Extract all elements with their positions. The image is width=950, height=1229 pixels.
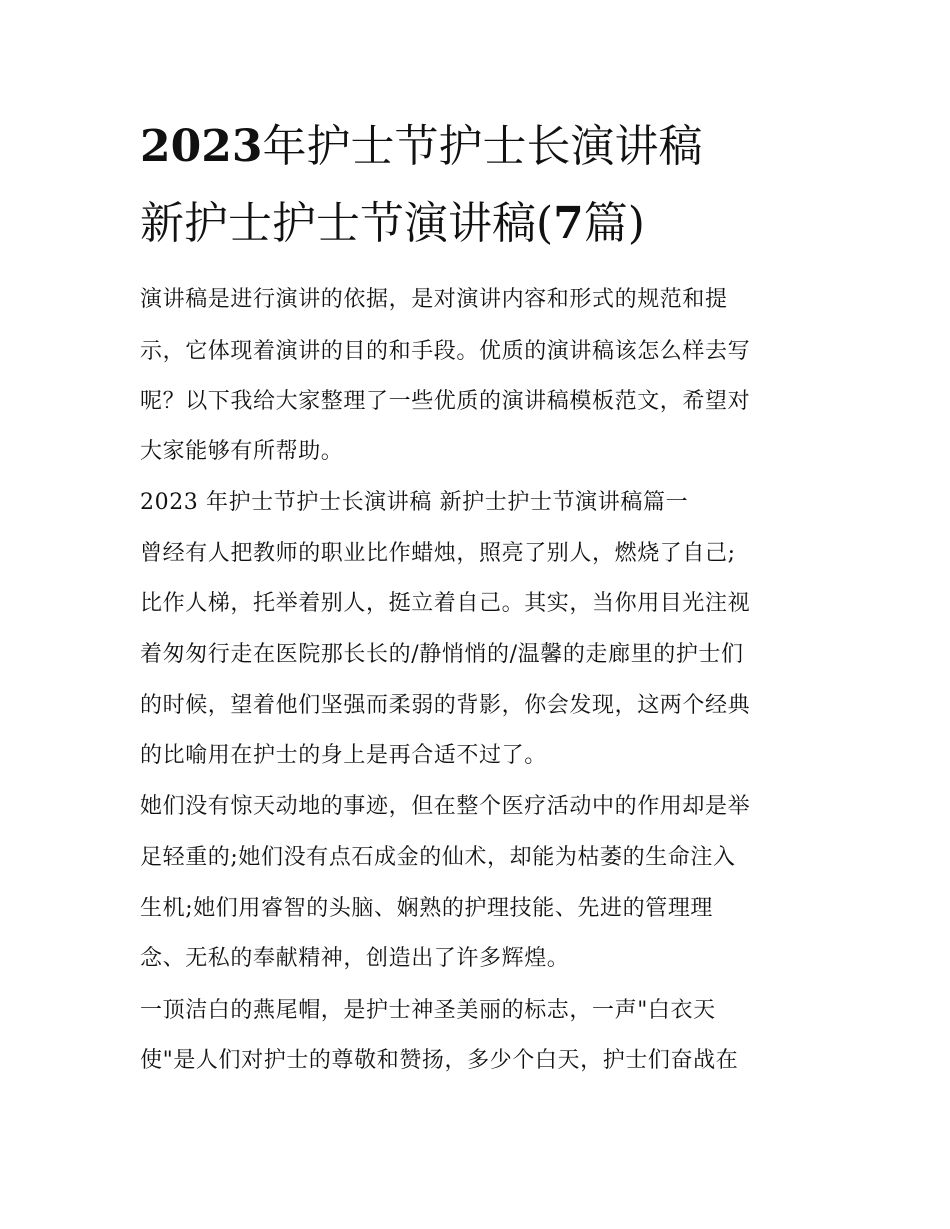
title-line-1-text: 年护士节护士长演讲稿 bbox=[262, 121, 703, 172]
title-line-2-text-b: 篇) bbox=[583, 198, 645, 249]
body-line: 一顶洁白的燕尾帽，是护士神圣美丽的标志，一声"白衣天 bbox=[140, 998, 716, 1023]
body-line: 念、无私的奉献精神，创造出了许多辉煌。 bbox=[140, 946, 570, 971]
body-line: 示，它体现着演讲的目的和手段。优质的演讲稿该怎么样去写 bbox=[140, 339, 751, 364]
document-title-line-2 bbox=[140, 196, 645, 252]
body-line: 的比喻用在护士的身上是再合适不过了。 bbox=[140, 743, 547, 768]
title-count: 7 bbox=[553, 198, 584, 249]
document-title-line-1 bbox=[140, 119, 702, 175]
section-heading: 2023 年护士节护士长演讲稿 新护士护士节演讲稿篇一 bbox=[140, 490, 689, 515]
title-year: 2023 bbox=[140, 121, 263, 172]
body-line: 她们没有惊天动地的事迹，但在整个医疗活动中的作用却是举 bbox=[140, 794, 751, 819]
body-line: 曾经有人把教师的职业比作蜡烛，照亮了别人，燃烧了自己; bbox=[140, 541, 736, 566]
body-line: 足轻重的;她们没有点石成金的仙术，却能为枯萎的生命注入 bbox=[140, 845, 736, 870]
body-line: 演讲稿是进行演讲的依据，是对演讲内容和形式的规范和提 bbox=[140, 287, 728, 312]
body-line: 生机;她们用睿智的头脑、娴熟的护理技能、先进的管理理 bbox=[140, 896, 714, 921]
body-line: 比作人梯，托举着别人，挺立着自己。其实，当你用目光注视 bbox=[140, 591, 751, 616]
body-line: 大家能够有所帮助。 bbox=[140, 439, 344, 464]
body-line: 使"是人们对护士的尊敬和赞扬，多少个白天，护士们奋战在 bbox=[140, 1048, 739, 1073]
body-line: 呢？以下我给大家整理了一些优质的演讲稿模板范文，希望对 bbox=[140, 389, 751, 414]
body-line: 着匆匆行走在医院那长长的/静悄悄的/温馨的走廊里的护士们 bbox=[140, 642, 744, 667]
title-line-2-text-a: 新护士护士节演讲稿( bbox=[140, 198, 554, 249]
body-line: 的时候，望着他们坚强而柔弱的背影，你会发现，这两个经典 bbox=[140, 693, 751, 718]
